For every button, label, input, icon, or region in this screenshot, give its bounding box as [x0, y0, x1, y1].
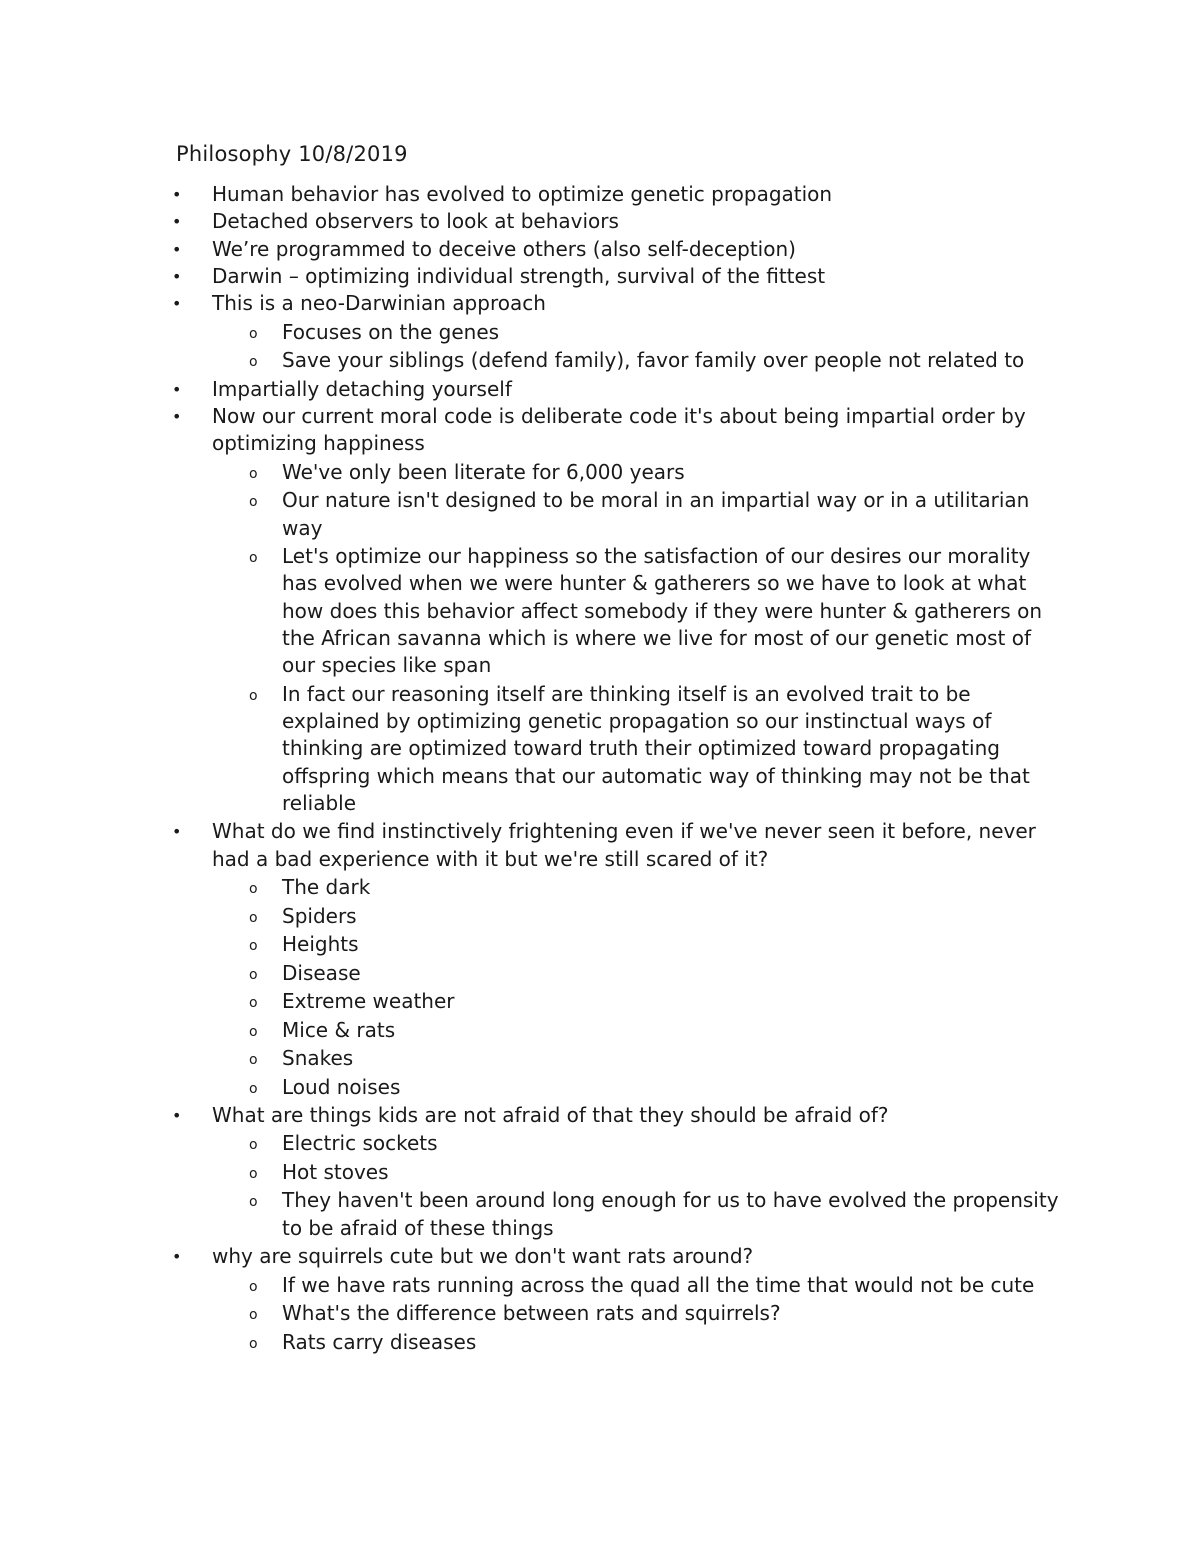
sub-bullet-icon: o: [249, 325, 258, 342]
sub-bullet-item: [0, 931, 1062, 958]
sub-bullet-item: [0, 1159, 1062, 1186]
bullet-icon: •: [172, 239, 182, 259]
sub-bullet-item: [0, 1017, 1062, 1044]
bullet-icon: •: [172, 406, 182, 426]
sub-bullet-item: [0, 1329, 1062, 1356]
sub-bullet-item: [0, 347, 1062, 374]
item-text: If we have rats running across the quad all the time that would not be cute: [282, 1272, 1035, 1297]
bullet-item: [0, 818, 1062, 873]
sub-bullet-item: [0, 459, 1062, 486]
sub-bullet-icon: o: [249, 494, 258, 511]
item-text: The dark: [282, 875, 371, 900]
bullet-item: [0, 403, 1062, 458]
bullet-item: [0, 1243, 1062, 1270]
item-text: Spiders: [282, 903, 357, 928]
sub-bullet-icon: o: [249, 1307, 258, 1324]
item-text: Now our current moral code is deliberate code it's about being impartial order by optimizing happiness: [212, 403, 1026, 456]
sub-bullet-item: [0, 1187, 1062, 1242]
item-text: Disease: [282, 960, 361, 985]
sub-bullet-icon: o: [249, 1194, 258, 1211]
item-text: Mice & rats: [282, 1017, 396, 1042]
sub-bullet-icon: o: [249, 1335, 258, 1352]
sub-bullet-icon: o: [249, 909, 258, 926]
sub-bullet-icon: o: [249, 1023, 258, 1040]
item-text: We’re programmed to deceive others (also self-deception): [212, 236, 796, 261]
sub-bullet-item: [0, 1300, 1062, 1327]
item-text: In fact our reasoning itself are thinking itself is an evolved trait to be explained by optimizing genetic propagation so our instinctual ways of thinking are optimized toward truth their optimized toward propagating offspring which means that our automatic way of thinking may not be that reliable: [282, 681, 1030, 815]
bullet-item: [0, 181, 1062, 208]
sub-bullet-icon: o: [249, 1080, 258, 1097]
sub-bullet-icon: o: [249, 966, 258, 983]
sub-bullet-icon: o: [249, 1137, 258, 1154]
sub-bullet-icon: o: [249, 549, 258, 566]
sub-bullet-item: [0, 487, 1062, 542]
item-text: This is a neo-Darwinian approach: [212, 291, 546, 316]
sub-bullet-item: [0, 543, 1062, 679]
sub-bullet-icon: o: [249, 881, 258, 898]
item-text: Electric sockets: [282, 1131, 438, 1156]
sub-bullet-icon: o: [249, 938, 258, 955]
bullet-item: [0, 263, 1062, 290]
sub-bullet-item: [0, 319, 1062, 346]
bullet-icon: •: [172, 822, 182, 842]
sub-bullet-item: [0, 874, 1062, 901]
item-text: What's the difference between rats and squirrels?: [282, 1301, 781, 1326]
item-text: Darwin – optimizing individual strength, survival of the fittest: [212, 263, 826, 288]
item-text: Impartially detaching yourself: [212, 376, 512, 401]
item-text: They haven't been around long enough for us to have evolved the propensity to be afraid of these things: [282, 1188, 1059, 1240]
item-text: Human behavior has evolved to optimize genetic propagation: [212, 182, 833, 206]
bullet-icon: •: [172, 1105, 182, 1125]
item-text: What are things kids are not afraid of that they should be afraid of?: [212, 1102, 889, 1127]
item-text: Let's optimize our happiness so the satisfaction of our desires our morality has evolved when we were hunter & gatherers so we have to look at what how does this behavior affect somebody if they were hunter & gatherers on the African savanna which is where we live for most of our genetic most of our species like span: [282, 543, 1042, 678]
item-text: Detached observers to look at behaviors: [212, 209, 619, 234]
bullet-item: [0, 376, 1062, 403]
item-text: Focuses on the genes: [282, 319, 500, 344]
sub-bullet-item: [0, 988, 1062, 1015]
sub-bullet-item: [0, 960, 1062, 987]
sub-bullet-icon: o: [249, 995, 258, 1012]
item-text: Snakes: [282, 1046, 354, 1071]
item-text: Hot stoves: [282, 1159, 389, 1184]
notes-list: [0, 181, 1200, 1356]
item-text: Rats carry diseases: [282, 1329, 477, 1354]
bullet-icon: •: [172, 1247, 182, 1267]
sub-bullet-item: [0, 1272, 1062, 1299]
bullet-icon: •: [172, 379, 182, 399]
item-text: What do we find instinctively frightening even if we've never seen it before, never had a bad experience with it but we're still scared of it?: [212, 819, 1036, 871]
sub-bullet-icon: o: [249, 354, 258, 371]
bullet-icon: •: [172, 212, 182, 232]
page-title: Philosophy 10/8/2019: [176, 142, 408, 166]
sub-bullet-icon: o: [249, 1278, 258, 1295]
bullet-item: [0, 290, 1062, 317]
item-text: Loud noises: [282, 1074, 401, 1099]
bullet-item: [0, 1102, 1062, 1129]
sub-bullet-item: [0, 1045, 1062, 1072]
bullet-item: [0, 236, 1062, 263]
bullet-item: [0, 208, 1062, 235]
sub-bullet-icon: o: [249, 465, 258, 482]
item-text: Save your siblings (defend family), favor family over people not related to: [282, 348, 1025, 373]
item-text: why are squirrels cute but we don't want rats around?: [212, 1244, 754, 1269]
bullet-icon: •: [172, 266, 182, 286]
sub-bullet-item: [0, 1074, 1062, 1101]
sub-bullet-icon: o: [249, 1165, 258, 1182]
item-text: Heights: [282, 932, 359, 957]
sub-bullet-item: [0, 903, 1062, 930]
bullet-icon: •: [172, 294, 182, 314]
bullet-icon: •: [172, 185, 182, 204]
sub-bullet-icon: o: [249, 687, 258, 704]
sub-bullet-icon: o: [249, 1052, 258, 1069]
item-text: Our nature isn't designed to be moral in an impartial way or in a utilitarian way: [282, 488, 1030, 540]
item-text: Extreme weather: [282, 989, 455, 1014]
sub-bullet-item: [0, 1130, 1062, 1157]
sub-bullet-item: [0, 681, 1062, 817]
item-text: We've only been literate for 6,000 years: [282, 459, 685, 484]
